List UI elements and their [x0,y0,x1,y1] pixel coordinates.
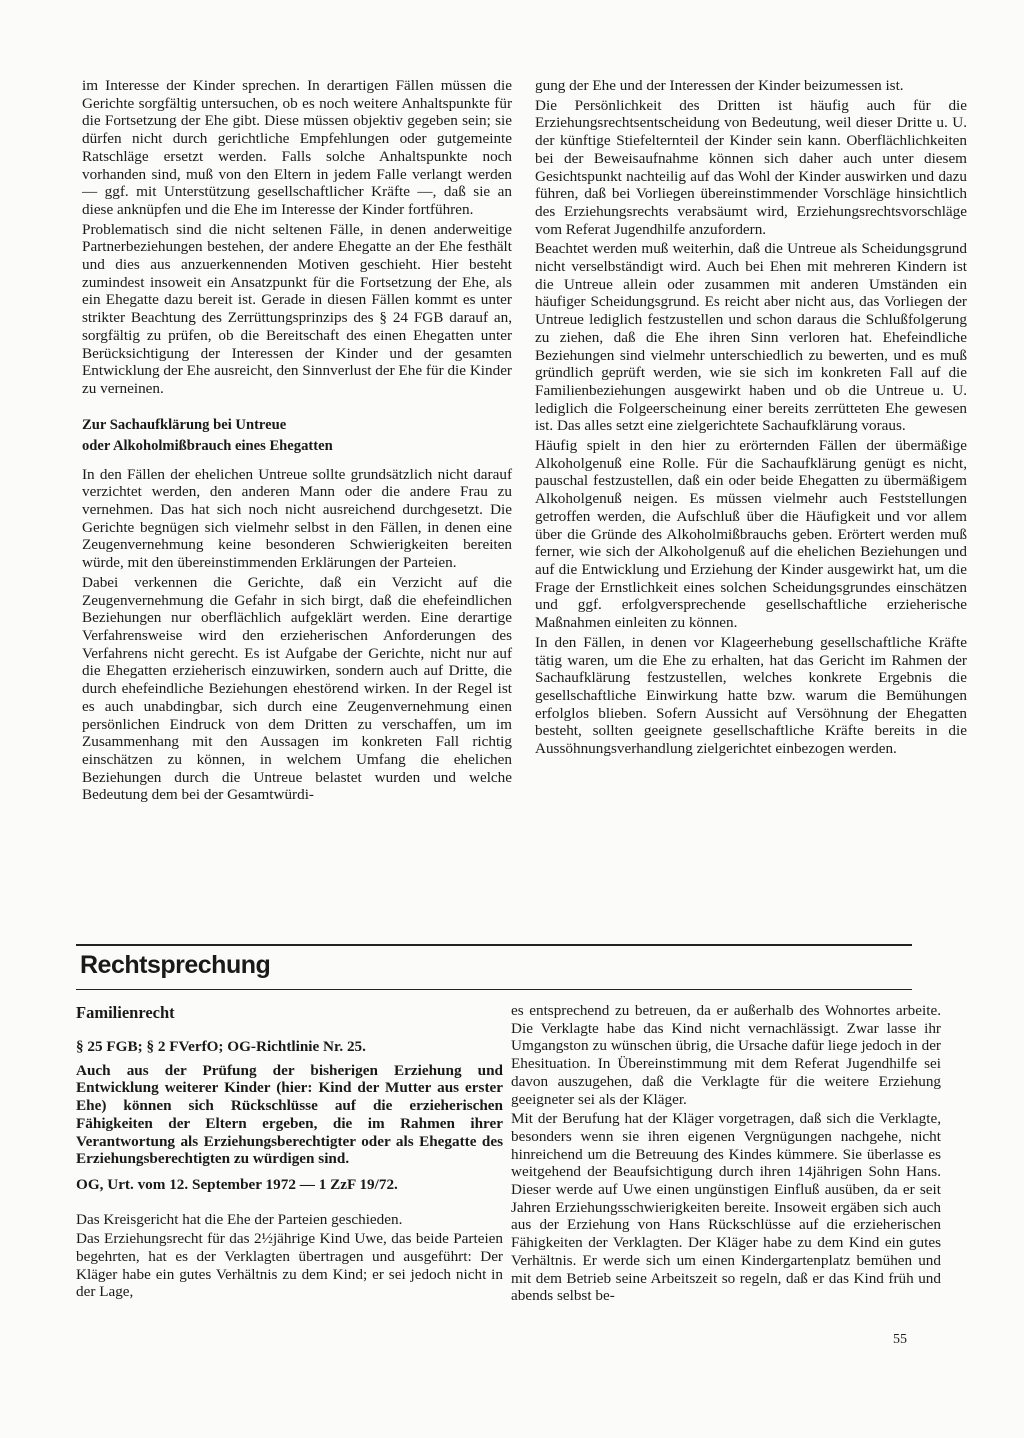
paragraph: Mit der Berufung hat der Kläger vorgetragen, daß sich die Verklagte, besonders wenn sie ihren eigenen Vergnügungen nachgehe, nicht hinreichend um die Betreuung des Kindes kümmere. Sie überlasse es weitgehend der Beaufsichtigung durch ihren 14jährigen Sohn Hans. Dieser werde auf Uwe einen ungünstigen Einfluß ausüben, da er seit Jahren Erziehungsschwierigkeiten bereite. Insoweit ergäben sich auch aus der Erziehung von Hans Rückschlüsse auf die erzieherischen Fähigkeiten der Verklagten. Der Kläger habe zu dem Kind ein gutes Verhältnis. Er werde sich um einen Kindergartenplatz bemühen und mit dem Betrieb seine Arbeitszeit so regeln, daß er das Kind früh und abends selbst be- [511,1110,941,1305]
top-right-column [535,77,967,760]
paragraph: es entsprechend zu betreuen, da er außerhalb des Wohnortes arbeite. Die Verklagte habe das Kind nicht vernachlässigt. Zwar lasse ihr Umgangston zu wünschen übrig, die Ursache dafür liege jedoch in der Ehesituation. In Übereinstimmung mit dem Referat Jugendhilfe sei davon auszugehen, daß die Verklagte für die weitere Erziehung geeigneter sei als der Kläger. [511,1002,941,1108]
subheading [82,415,512,457]
headnote: Auch aus der Prüfung der bisherigen Erziehung und Entwicklung weiterer Kinder (hier: Kind der Mutter aus erster Ehe) können sich Rückschlüsse auf die erzieherischen Fähigkeiten der Eltern ergeben, die im Rahmen ihrer Verantwortung als Erziehungsberechtigter oder als Ehegatte des Erziehungsberechtigten zu würdigen sind. [76,1061,503,1168]
paragraph: Problematisch sind die nicht seltenen Fälle, in denen anderweitige Partnerbeziehungen bestehen, der andere Ehegatte an der Ehe festhält und dies aus anzuerkennenden Motiven geschieht. Hier besteht zumindest insoweit ein Ansatzpunkt für die Fortsetzung der Ehe, als ein Ehegatte dazu bereit ist. Gerade in diesen Fällen kommt es unter strikter Beachtung des Zerrüttungsprinzips des § 24 FGB darauf an, sorgfältig zu prüfen, ob die Bereitschaft des einen Ehegatten unter Berücksichtigung der Interessen der Kinder und der gesamten Entwicklung der Ehe ausreicht, den Sinnverlust der Ehe für die Kinder zu verneinen. [82,220,512,397]
section-rule-bottom [76,989,912,990]
top-left-column [82,77,512,806]
paragraph: In den Fällen, in denen vor Klageerhebung gesellschaftliche Kräfte tätig waren, um die Ehe zu erhalten, hat das Gericht im Rahmen der Sachaufklärung festzustellen, welches konkrete Ergebnis die gesellschaftliche Einwirkung hatte bzw. warum die Bemühungen erfolglos blieben. Sofern Aussicht auf Versöhnung der Ehegatten besteht, sollten geeignete gesellschaftliche Kräfte bereits in die Aussöhnungsverhandlung zielgerichtet einbezogen werden. [535,633,967,758]
bottom-right-column [511,1002,941,1307]
paragraph: Die Persönlichkeit des Dritten ist häufig auch für die Erziehungsrechtsentscheidung von Bedeutung, weil dieser Dritte u. U. der künftige Stiefelternteil der Kinder sein kann. Oberflächlichkeiten bei der Beweisaufnahme können sich daher auch unter diesem Gesichtspunkt nachteilig auf das Wohl der Kinder auswirken und dazu führen, daß bei Vorliegen übereinstimmender Vorschläge hinsichtlich des Erziehungsrechts verabsäumt wird, Erziehungsrechtsvorschläge vom Referat Jugendhilfe anzufordern. [535,96,967,238]
page-number: 55 [893,1332,907,1347]
section-rule-top [76,944,912,946]
norm-references: § 25 FGB; § 2 FVerfO; OG-Richtlinie Nr. 25. [76,1038,366,1055]
paragraph: Das Erziehungsrecht für das 2½jährige Kind Uwe, das beide Parteien begehrten, hat es der Verklagten übertragen und ausgeführt: Der Kläger habe ein gutes Verhältnis zu dem Kind; er sei jedoch nicht in der Lage, [76,1230,503,1301]
paragraph: In den Fällen der ehelichen Untreue sollte grundsätzlich nicht darauf verzichtet werden, den anderen Mann oder die andere Frau zu vernehmen. Das hat sich noch nicht ausreichend durchgesetzt. Die Gerichte begnügen sich vielmehr selbst in den Fällen, in denen eine Zeugenvernehmung keine besonderen Schwierigkeiten bereiten würde, mit den übereinstimmenden Erklärungen der Parteien. [82,465,512,572]
subheading-line-1: Zur Sachaufklärung bei Untreue [82,416,287,433]
subheading-line-2: oder Alkoholmißbrauch eines Ehegatten [82,437,333,454]
paragraph: gung der Ehe und der Interessen der Kinder beizumessen ist. [535,77,904,94]
paragraph: Das Kreisgericht hat die Ehe der Parteien geschieden. [76,1210,403,1228]
paragraph: Dabei verkennen die Gerichte, daß ein Verzicht auf die Zeugenvernehmung die Gefahr in sich birgt, daß die ehefeindlichen Beziehungen nur oberflächlich aufgeklärt werden. Eine derartige Verfahrensweise wird den erzieherischen Anforderungen des Verfahrens nicht gerecht. Es ist Aufgabe der Gerichte, nicht nur auf die Ehegatten erzieherisch einzuwirken, sondern auch auf Dritte, die durch ehefeindliche Beziehungen ehestörend wirken. In der Regel ist es auch unabdingbar, sich durch eine Zeugenvernehmung einen persönlichen Eindruck von dem Dritten zu verschaffen, um im Zusammenhang mit den Aussagen im konkreten Fall richtig einschätzen zu können, in welchem Umfang die ehelichen Beziehungen durch die Untreue belastet wurden und welche Bedeutung dem bei der Gesamtwürdi- [82,573,512,804]
bottom-left-column [76,1002,503,1303]
rubric-heading: Familienrecht [76,1003,175,1022]
paragraph: im Interesse der Kinder sprechen. In derartigen Fällen müssen die Gerichte sorgfältig untersuchen, ob es noch weitere Anhaltspunkte für die Fortsetzung der Ehe gibt. Diese müssen objektiv gegeben sein; sie dürfen nicht durch gerichtliche Empfehlungen oder gutgemeinte Ratschläge ersetzt werden. Falls solche Anhaltspunkte noch vorhanden sind, muß von den Eltern in jedem Falle verlangt werden — ggf. mit Unterstützung gesellschaftlicher Kräfte —, daß sie an diese anknüpfen und die Ehe im Interesse der Kinder fortführen. [82,77,512,218]
paragraph: Häufig spielt in den hier zu erörternden Fällen der übermäßige Alkoholgenuß eine Rolle. Für die Sachaufklärung genügt es nicht, pauschal festzustellen, daß ein oder beide Ehegatten zu übermäßigem Alkoholgenuß neigen. Es müssen vielmehr auch Feststellungen getroffen werden, die Aufschluß über die Häufigkeit und vor allem über die Gründe des Alkoholmißbrauchs geben. Erörtert werden muß ferner, wie sich der Alkoholgenuß auf die ehelichen Beziehungen und auf die Entwicklung und Erziehung der Kinder ausgewirkt hat, um die Frage der Ernstlichkeit eines solchen Scheidungsgrundes einschätzen und ggf. erfolgversprechende gesellschaftliche erzieherische Maßnahmen einleiten zu können. [535,437,967,632]
paragraph: Beachtet werden muß weiterhin, daß die Untreue als Scheidungsgrund nicht verselbständigt wird. Auch bei Ehen mit mehreren Kindern ist die Untreue allein oder zusammen mit anderen Umständen ein häufiger Scheidungsgrund. Es reicht aber nicht aus, das Vorliegen der Untreue lediglich festzustellen und schon daraus die Schlußfolgerung zu ziehen, daß die Ehe ihren Sinn verloren hat. Ehefeindliche Beziehungen sind vielmehr unterschiedlich zu bewerten, und es muß gründlich geprüft werden, wie sie sich im konkreten Fall auf die Familienbeziehungen ausgewirkt haben und ob die Untreue u. U. lediglich die Folgeerscheinung einer bereits zerrütteten Ehe gewesen ist. Das alles setzt eine zielgerichtete Sachaufklärung voraus. [535,240,967,435]
section-title: Rechtsprechung [80,951,271,979]
decision-citation: OG, Urt. vom 12. September 1972 — 1 ZzF 19/72. [76,1175,398,1193]
